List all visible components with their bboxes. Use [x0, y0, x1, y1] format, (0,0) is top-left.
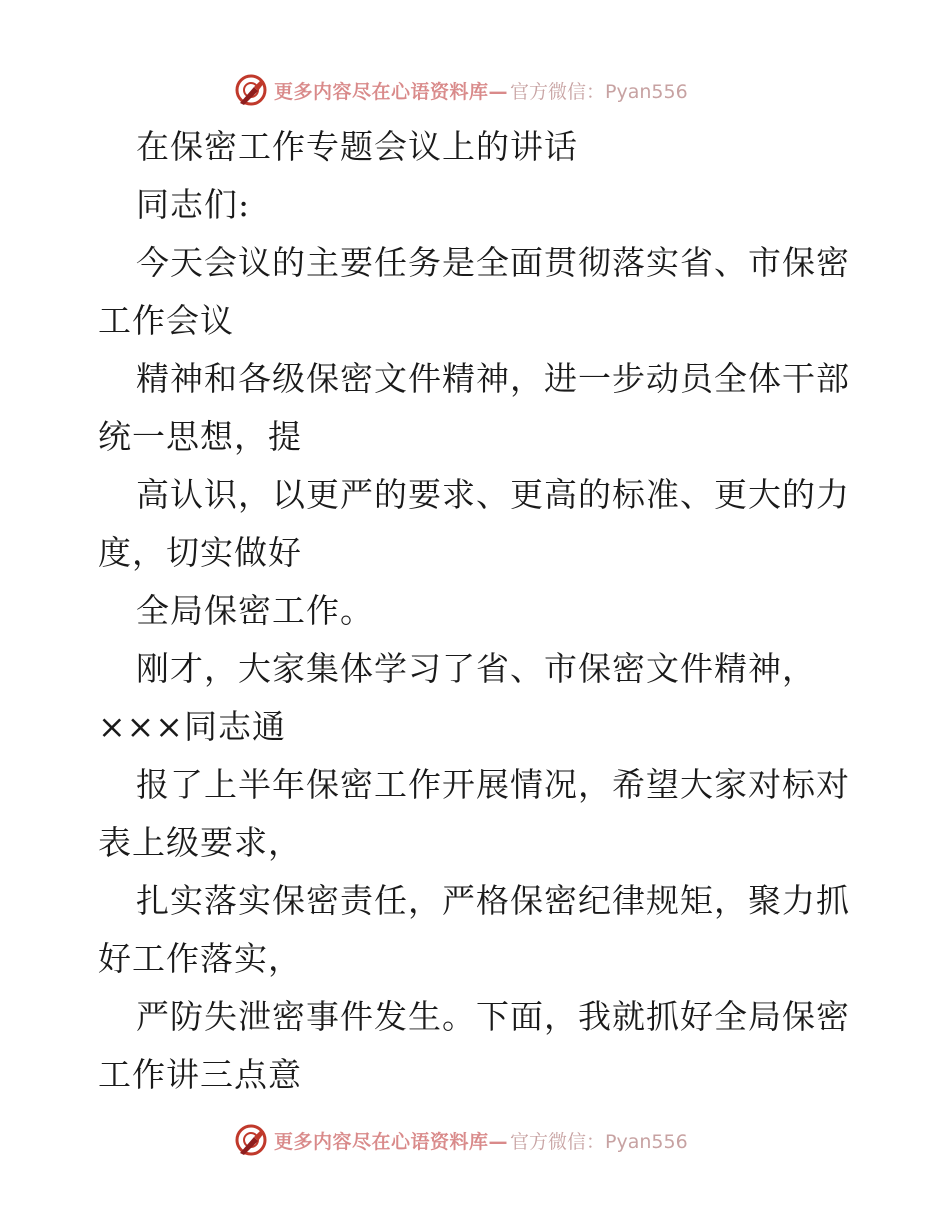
body-line: 全局保密工作。: [136, 591, 374, 630]
document-title: 在保密工作专题会议上的讲话: [136, 127, 578, 166]
body-line: 高认识，以更严的要求、更高的标准、更大的力: [136, 475, 850, 514]
footer-watermark-banner: [234, 1122, 714, 1158]
body-line: 刚才，大家集体学习了省、市保密文件精神，: [136, 649, 816, 688]
footer-banner-wechat: 官方微信：Pyan556: [510, 1130, 688, 1153]
body-line: 严防失泄密事件发生。下面，我就抓好全局保密: [136, 997, 850, 1036]
body-line: 工作会议: [98, 301, 234, 340]
footer-banner-text: 更多内容尽在心语资料库—: [274, 1130, 509, 1153]
body-line: 扎实落实保密责任，严格保密纪律规矩，聚力抓: [136, 881, 850, 920]
body-line: ×××同志通: [98, 707, 286, 746]
salutation: 同志们:: [136, 185, 251, 224]
body-line: 好工作落实，: [98, 939, 302, 978]
body-line: 精神和各级保密文件精神，进一步动员全体干部: [136, 359, 850, 398]
body-line: 工作讲三点意: [98, 1055, 302, 1094]
header-banner-text: 更多内容尽在心语资料库—: [274, 80, 509, 103]
body-line: 报了上半年保密工作开展情况，希望大家对标对: [136, 765, 850, 804]
pen-logo-icon: [234, 1123, 268, 1157]
header-banner-wechat: 官方微信：Pyan556: [510, 80, 688, 103]
body-line: 今天会议的主要任务是全面贯彻落实省、市保密: [136, 243, 850, 282]
header-watermark-banner: [234, 72, 714, 108]
body-line: 统一思想，提: [98, 417, 302, 456]
body-line: 表上级要求，: [98, 823, 302, 862]
pen-logo-icon: [234, 73, 268, 107]
body-line: 度，切实做好: [98, 533, 302, 572]
document-body: [98, 118, 858, 1104]
